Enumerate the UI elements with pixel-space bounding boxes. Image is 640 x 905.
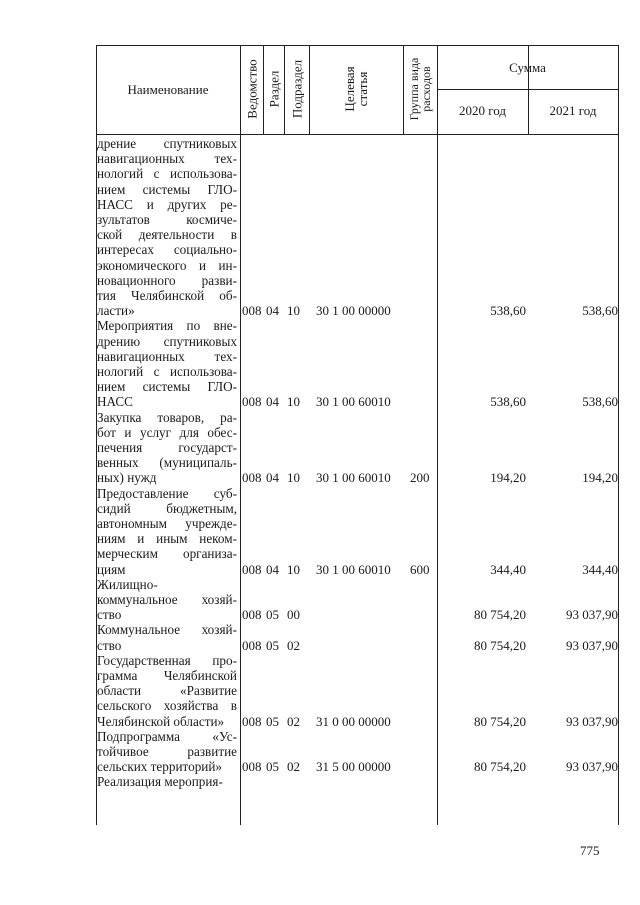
- row-name-line: новационного разви-: [97, 272, 237, 288]
- row-name-line: ской деятельности в: [97, 227, 237, 243]
- cell-raz: 04: [266, 303, 279, 319]
- row-name: [97, 729, 237, 775]
- row-name: [97, 318, 237, 409]
- cell-s2021: 93 037,90: [566, 607, 618, 623]
- header-razdel: Раздел: [266, 70, 282, 108]
- cell-raz: 04: [266, 470, 279, 486]
- cell-ved: 008: [242, 637, 262, 653]
- row-name-line: нием системы ГЛО-: [97, 379, 237, 395]
- row-name-line: нологий с использова-: [97, 363, 237, 379]
- cell-s2020: 80 754,20: [474, 637, 526, 653]
- row-name-line: Жилищно-: [97, 576, 158, 592]
- row-name: [97, 774, 237, 789]
- header-podrazdel: Подраздел: [289, 59, 305, 119]
- row-name-line: Мероприятия по вне-: [97, 318, 237, 334]
- header-gruppa-line2: расходов: [419, 66, 433, 112]
- row-name-line: мерческим организа-: [97, 546, 237, 562]
- cell-s2021: 538,60: [582, 303, 618, 319]
- cell-raz: 05: [266, 607, 279, 623]
- row-name-line: дрению спутниковых: [97, 333, 237, 349]
- header-gruppa: [408, 58, 432, 121]
- cell-pod: 10: [287, 303, 300, 319]
- row-name-line: Коммунальное хозяй-: [97, 622, 237, 638]
- row-name: [97, 622, 237, 652]
- cell-s2020: 194,20: [490, 470, 526, 486]
- col-line-raz: [284, 45, 285, 134]
- row-name-line: коммунальное хозяй-: [97, 591, 237, 607]
- cell-ved: 008: [242, 394, 262, 410]
- row-name-line: Челябинской области»: [97, 713, 225, 729]
- row-name-line: ниям и иным неком-: [97, 531, 237, 547]
- cell-pod: 10: [287, 394, 300, 410]
- cell-s2020: 538,60: [490, 303, 526, 319]
- cell-pod: 10: [287, 561, 300, 577]
- row-name: [97, 136, 237, 318]
- header-gruppa-line1: Группа вида: [407, 57, 421, 121]
- row-name-line: Предоставление суб-: [97, 485, 237, 501]
- row-name-line: навигационных тех-: [97, 151, 237, 167]
- cell-cel: 30 1 00 00000: [316, 303, 391, 319]
- row-name: [97, 577, 237, 623]
- col-line-grp: [437, 45, 438, 825]
- cell-pod: 02: [287, 713, 300, 729]
- cell-ved: 008: [242, 759, 262, 775]
- header-celevaya: [343, 66, 369, 111]
- cell-ved: 008: [242, 607, 262, 623]
- cell-raz: 05: [266, 759, 279, 775]
- row-name-line: автономным учрежде-: [97, 515, 237, 531]
- row-name-line: тойчивое развитие: [97, 743, 237, 759]
- row-name-line: Реализация мероприя-: [97, 774, 223, 790]
- row-name-line: ласти»: [97, 303, 135, 319]
- row-name-line: печения государст-: [97, 439, 237, 455]
- row-name-line: Государственная про-: [97, 652, 237, 668]
- row-name-line: НАСС и других ре-: [97, 196, 237, 212]
- header-vedomstvo: Ведомство: [244, 59, 260, 119]
- col-line-ved: [263, 45, 264, 134]
- cell-pod: 00: [287, 607, 300, 623]
- row-name-line: интересах социально-: [97, 242, 237, 258]
- row-name-line: циям: [97, 561, 126, 577]
- header-year-2020: 2020 год: [459, 103, 506, 118]
- header-name: Наименование: [127, 82, 209, 97]
- cell-ved: 008: [242, 713, 262, 729]
- cell-s2021: 538,60: [582, 394, 618, 410]
- cell-raz: 04: [266, 561, 279, 577]
- header-celevaya-line2: статья: [355, 71, 370, 107]
- cell-s2021: 93 037,90: [566, 713, 618, 729]
- cell-ved: 008: [242, 561, 262, 577]
- header-year-2021: 2021 год: [549, 103, 597, 118]
- cell-raz: 05: [266, 637, 279, 653]
- row-name: [97, 410, 237, 486]
- cell-s2021: 93 037,90: [566, 759, 618, 775]
- header-celevaya-line1: Целевая: [342, 66, 357, 112]
- cell-s2020: 80 754,20: [474, 713, 526, 729]
- row-name: [97, 653, 237, 729]
- row-name-line: бот и услуг для обес-: [97, 424, 237, 440]
- col-line-cel: [403, 45, 404, 134]
- cell-ved: 008: [242, 470, 262, 486]
- row-name-line: Подпрограмма «Ус-: [97, 728, 237, 744]
- cell-raz: 05: [266, 713, 279, 729]
- row-name-line: сельского хозяйства в: [97, 698, 237, 714]
- col-line-pod: [309, 45, 310, 134]
- row-name-line: зультатов космиче-: [97, 211, 237, 227]
- col-line-right: [618, 45, 619, 825]
- cell-s2020: 344,40: [490, 561, 526, 577]
- cell-cel: 31 5 00 00000: [316, 759, 391, 775]
- cell-s2021: 344,40: [582, 561, 618, 577]
- row-name-line: навигационных тех-: [97, 348, 237, 364]
- row-name-line: нологий с использова-: [97, 166, 237, 182]
- cell-cel: 30 1 00 60010: [316, 470, 391, 486]
- page-number: 775: [580, 843, 600, 858]
- col-line-name: [240, 45, 241, 825]
- row-name-line: сельских территорий»: [97, 759, 223, 775]
- cell-pod: 02: [287, 759, 300, 775]
- cell-cel: 31 0 00 00000: [316, 713, 391, 729]
- cell-cel: 30 1 00 60010: [316, 561, 391, 577]
- row-name-line: дрение спутниковых: [97, 136, 237, 151]
- cell-ved: 008: [242, 303, 262, 319]
- row-name-line: НАСС: [97, 394, 133, 410]
- cell-pod: 10: [287, 470, 300, 486]
- row-name-line: Закупка товаров, ра-: [97, 409, 237, 425]
- cell-grp: 600: [410, 561, 430, 577]
- header-summa: Сумма: [509, 60, 546, 75]
- row-name-line: тия Челябинской об-: [97, 287, 237, 303]
- row-name-line: экономического и ин-: [97, 257, 237, 273]
- cell-pod: 02: [287, 637, 300, 653]
- cell-s2021: 194,20: [582, 470, 618, 486]
- row-name-line: грамма Челябинской: [97, 667, 237, 683]
- cell-cel: 30 1 00 60010: [316, 394, 391, 410]
- row-name-line: ных) нужд: [97, 470, 157, 486]
- row-name-line: венных (муниципаль-: [97, 455, 237, 471]
- row-name: [97, 486, 237, 577]
- cell-s2020: 80 754,20: [474, 607, 526, 623]
- row-name-line: нием системы ГЛО-: [97, 181, 237, 197]
- row-name-line: ство: [97, 607, 122, 623]
- cell-s2021: 93 037,90: [566, 637, 618, 653]
- cell-grp: 200: [410, 470, 430, 486]
- cell-s2020: 538,60: [490, 394, 526, 410]
- cell-s2020: 80 754,20: [474, 759, 526, 775]
- row-name-line: сидий бюджетным,: [97, 500, 237, 516]
- row-name-line: ство: [97, 637, 122, 653]
- sum-divider: [437, 89, 618, 90]
- cell-raz: 04: [266, 394, 279, 410]
- row-name-line: области «Развитие: [97, 683, 237, 699]
